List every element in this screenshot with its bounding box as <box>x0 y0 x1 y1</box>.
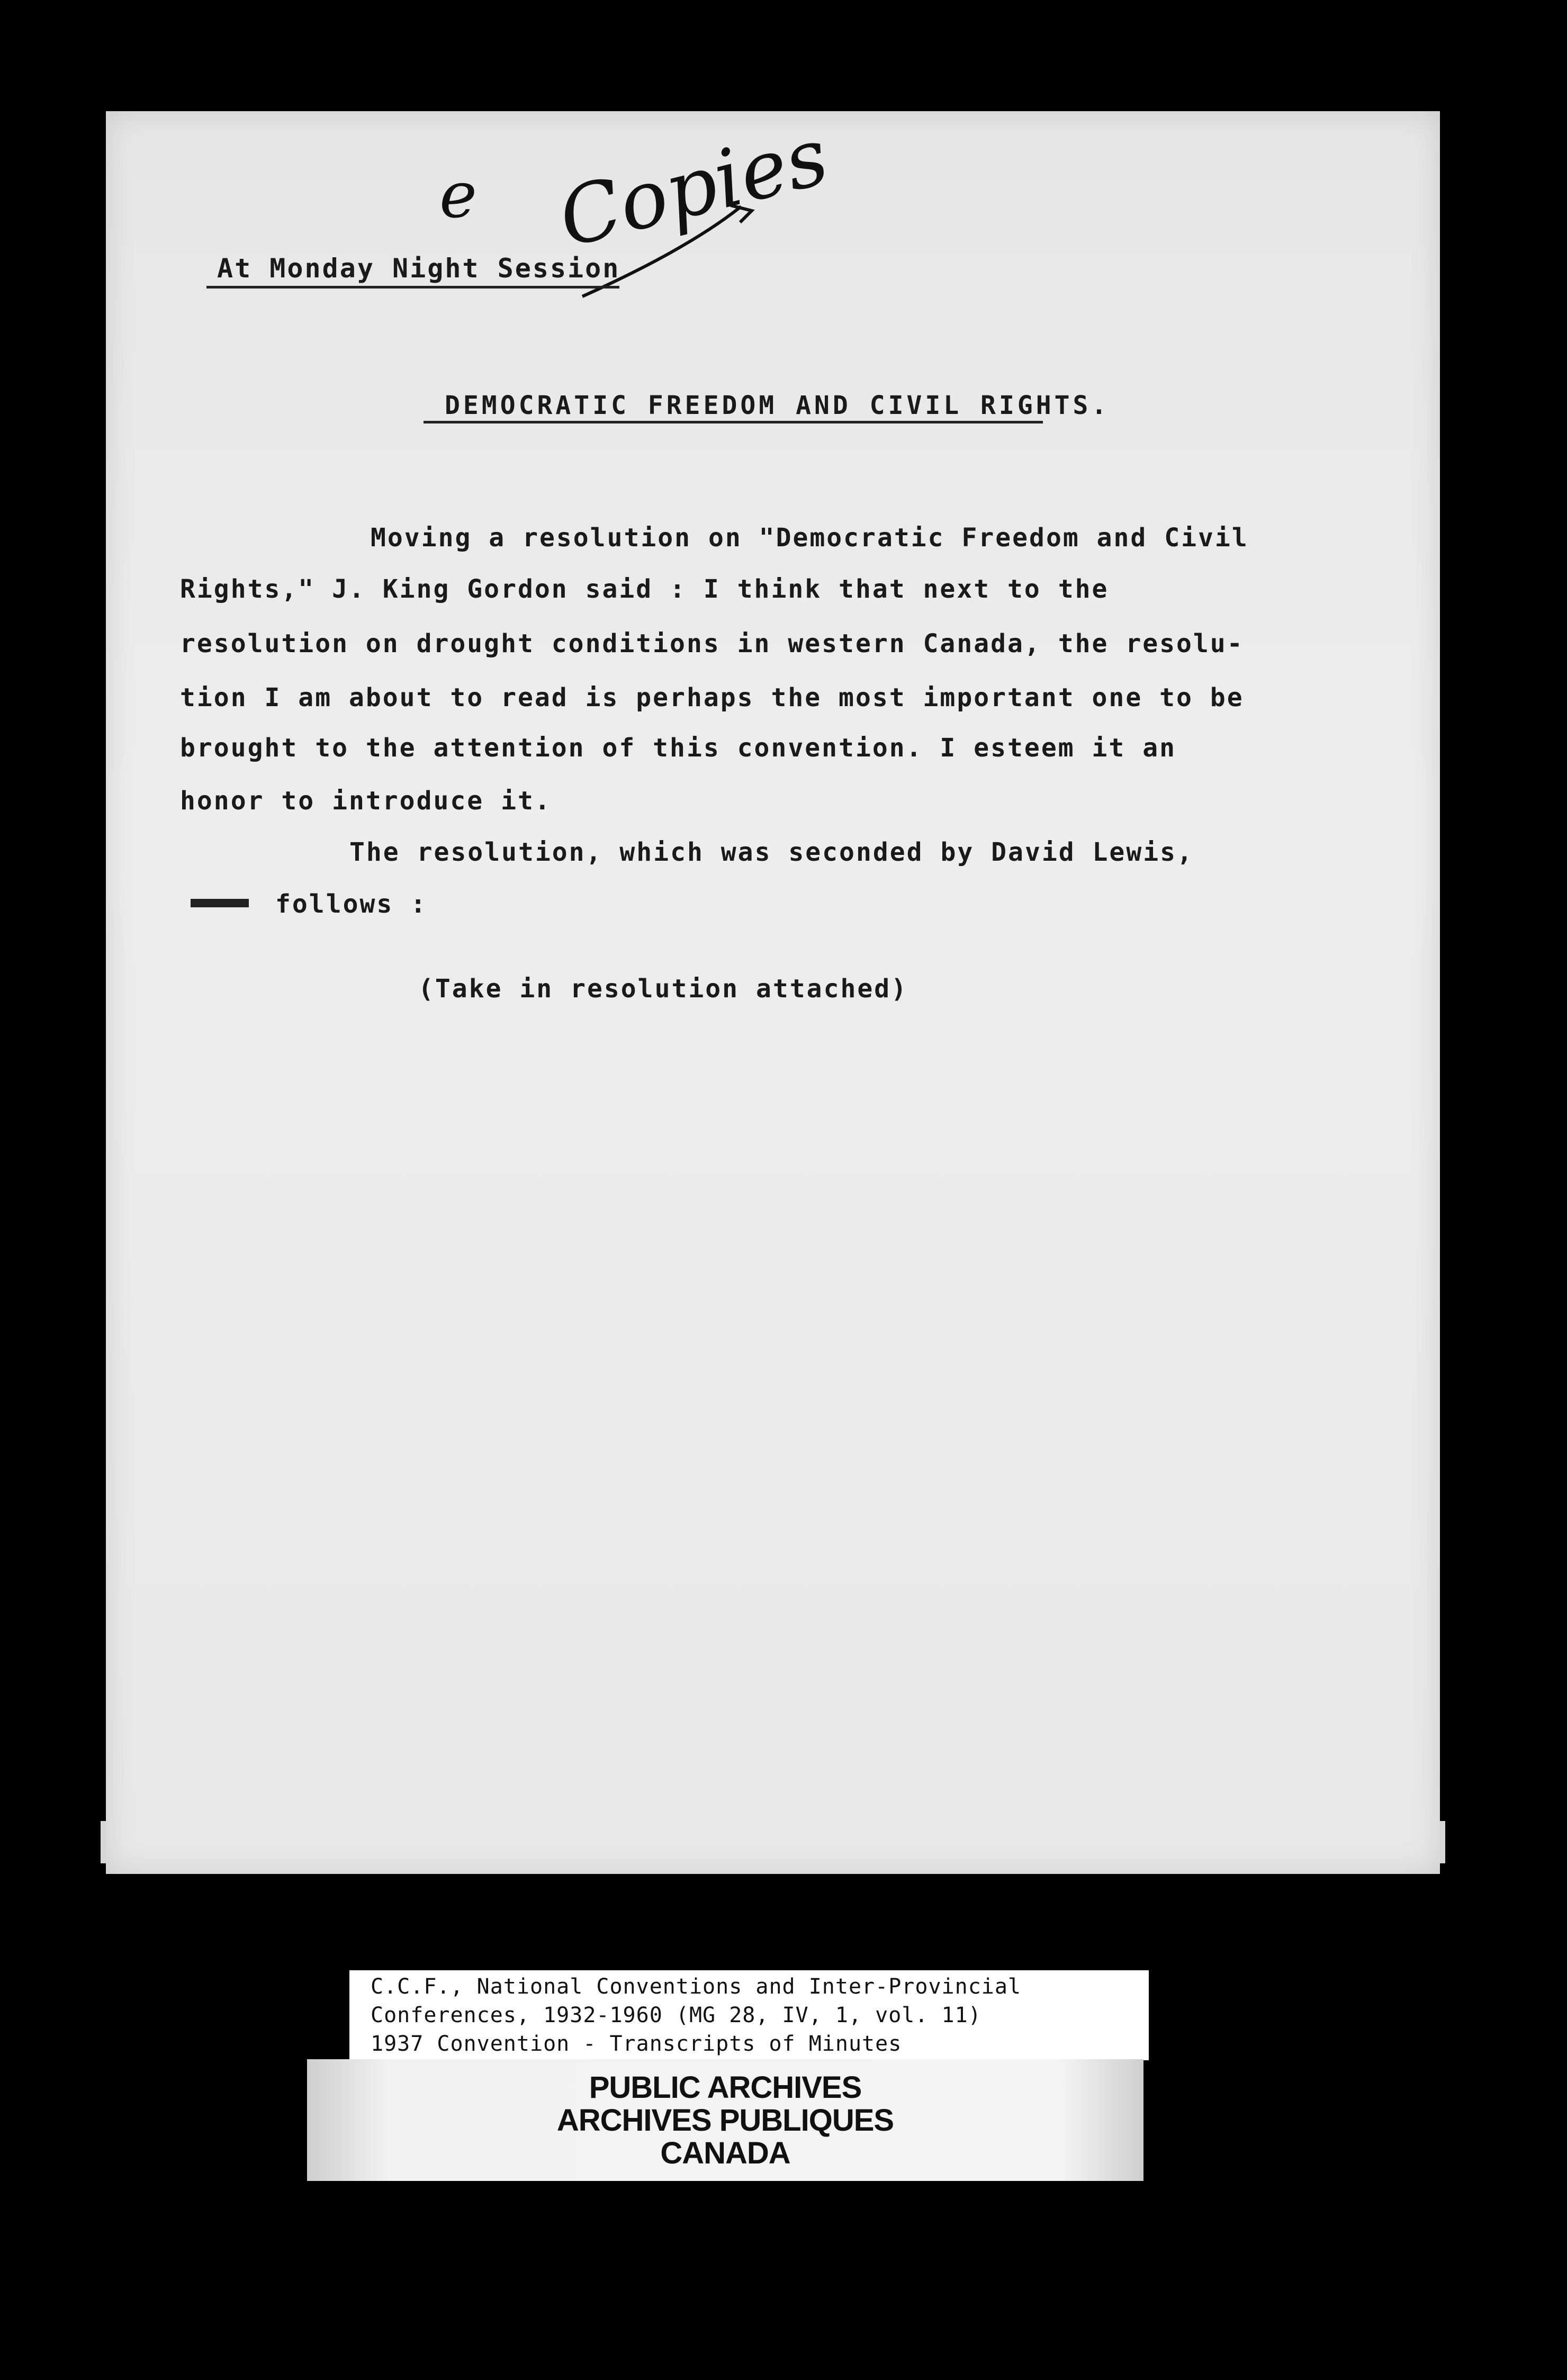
body-line-8: follows : <box>275 889 428 919</box>
label-line-2: Conferences, 1932-1960 (MG 28, IV, 1, vol. 11) <box>371 2003 981 2027</box>
body-line-3: resolution on drought conditions in western Canada, the resolu- <box>180 629 1244 659</box>
title-underline <box>424 421 1043 423</box>
body-line-4: tion I am about to read is perhaps the most important one to be <box>180 683 1244 713</box>
label-line-1: C.C.F., National Conventions and Inter-Provincial <box>371 1975 1022 1999</box>
struck-out-text <box>191 899 249 907</box>
body-line-2: Rights," J. King Gordon said : I think that next to the <box>180 574 1109 604</box>
stamp-line-3: CANADA <box>660 2136 790 2170</box>
body-line-6: honor to introduce it. <box>180 786 552 816</box>
stamp-line-1: PUBLIC ARCHIVES <box>589 2070 862 2105</box>
archive-reference-label <box>349 1970 1149 2060</box>
session-underline <box>206 286 619 289</box>
session-heading: At Monday Night Session <box>217 253 620 284</box>
archives-stamp <box>307 2059 1143 2181</box>
handwritten-letter: e <box>439 159 478 232</box>
body-line-7: The resolution, which was seconded by David Lewis, <box>349 837 1194 867</box>
document-title: DEMOCRATIC FREEDOM AND CIVIL RIGHTS. <box>445 391 1110 420</box>
label-line-3: 1937 Convention - Transcripts of Minutes <box>371 2032 902 2056</box>
body-line-1: Moving a resolution on "Democratic Freedom and Civil <box>371 523 1249 553</box>
body-line-5: brought to the attention of this convention. I esteem it an <box>180 733 1177 763</box>
handwritten-copies-note: Copies <box>550 110 837 266</box>
attachment-note: (Take in resolution attached) <box>418 974 908 1004</box>
stamp-line-2: ARCHIVES PUBLIQUES <box>556 2103 894 2138</box>
